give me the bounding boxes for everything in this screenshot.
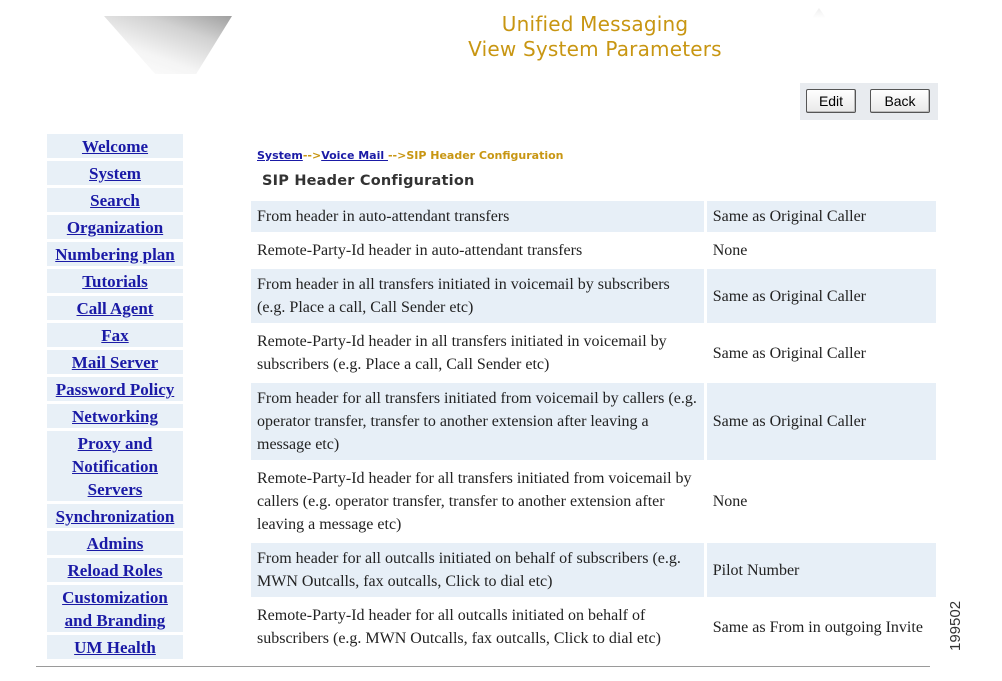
param-value: Same as Original Caller (707, 201, 936, 232)
sidebar-item-welcome[interactable]: Welcome (47, 134, 183, 158)
header-graphic-accent (812, 8, 826, 18)
table-row (251, 201, 936, 232)
table-row (251, 235, 936, 266)
page-header (430, 12, 760, 62)
param-label: Remote-Party-Id header in all transfers initiated in voicemail by subscribers (e.g. Place a call, Call Sender etc) (251, 326, 707, 380)
param-value: None (707, 463, 936, 540)
table-row (251, 269, 936, 323)
sidebar-item-organization[interactable]: Organization (47, 215, 183, 239)
footer-divider (36, 666, 930, 667)
sidebar-item-call-agent[interactable]: Call Agent (47, 296, 183, 320)
figure-id-label: 199502 (947, 600, 964, 651)
sidebar-item-fax[interactable]: Fax (47, 323, 183, 347)
param-label: From header for all outcalls initiated on behalf of subscribers (e.g. MWN Outcalls, fax outcalls, Click to dial etc) (251, 543, 707, 597)
param-label: Remote-Party-Id header in auto-attendant transfers (251, 235, 707, 266)
sidebar-item-proxy-notification-servers[interactable]: Proxy and Notification Servers (47, 431, 183, 501)
param-value: Pilot Number (707, 543, 936, 597)
table-row (251, 543, 936, 597)
sidebar-item-admins[interactable]: Admins (47, 531, 183, 555)
param-label: From header in all transfers initiated in voicemail by subscribers (e.g. Place a call, Call Sender etc) (251, 269, 707, 323)
back-button[interactable]: Back (870, 89, 930, 113)
sidebar-nav (47, 134, 183, 662)
sidebar-item-search[interactable]: Search (47, 188, 183, 212)
breadcrumb-link-system[interactable]: System (257, 149, 303, 162)
sidebar-item-reload-roles[interactable]: Reload Roles (47, 558, 183, 582)
table-row (251, 383, 936, 460)
table-row (251, 326, 936, 380)
sidebar-item-numbering-plan[interactable]: Numbering plan (47, 242, 183, 266)
sidebar-item-tutorials[interactable]: Tutorials (47, 269, 183, 293)
sidebar-item-mail-server[interactable]: Mail Server (47, 350, 183, 374)
page-title: View System Parameters (468, 37, 722, 61)
param-label: From header for all transfers initiated from voicemail by callers (e.g. operator transfer, transfer to another extension after leaving a message etc) (251, 383, 707, 460)
sidebar-item-customization-branding[interactable]: Customization and Branding (47, 585, 183, 632)
breadcrumb-link-voice-mail[interactable]: Voice Mail (321, 149, 388, 162)
parameters-table (251, 198, 936, 657)
sidebar-item-synchronization[interactable]: Synchronization (47, 504, 183, 528)
action-toolbar (800, 83, 938, 120)
breadcrumb-separator: --> (302, 149, 322, 162)
edit-button[interactable]: Edit (806, 89, 856, 113)
breadcrumb-separator: --> (387, 149, 407, 162)
sidebar-item-password-policy[interactable]: Password Policy (47, 377, 183, 401)
app-title: Unified Messaging (501, 12, 689, 36)
table-row (251, 600, 936, 654)
sidebar-item-system[interactable]: System (47, 161, 183, 185)
param-label: Remote-Party-Id header for all transfers initiated from voicemail by callers (e.g. operator transfer, transfer to another extension after leaving a message etc) (251, 463, 707, 540)
sidebar-item-networking[interactable]: Networking (47, 404, 183, 428)
breadcrumb-current: SIP Header Configuration (406, 149, 564, 162)
param-value: Same as Original Caller (707, 383, 936, 460)
param-value: None (707, 235, 936, 266)
param-label: From header in auto-attendant transfers (251, 201, 707, 232)
param-value: Same as From in outgoing Invite (707, 600, 936, 654)
section-title: SIP Header Configuration (262, 173, 475, 189)
sidebar-item-um-health[interactable]: UM Health (47, 635, 183, 659)
table-row (251, 463, 936, 540)
header-graphic (104, 16, 232, 74)
breadcrumb (257, 149, 564, 162)
param-value: Same as Original Caller (707, 326, 936, 380)
param-value: Same as Original Caller (707, 269, 936, 323)
param-label: Remote-Party-Id header for all outcalls initiated on behalf of subscribers (e.g. MWN Outcalls, fax outcalls, Click to dial etc) (251, 600, 707, 654)
